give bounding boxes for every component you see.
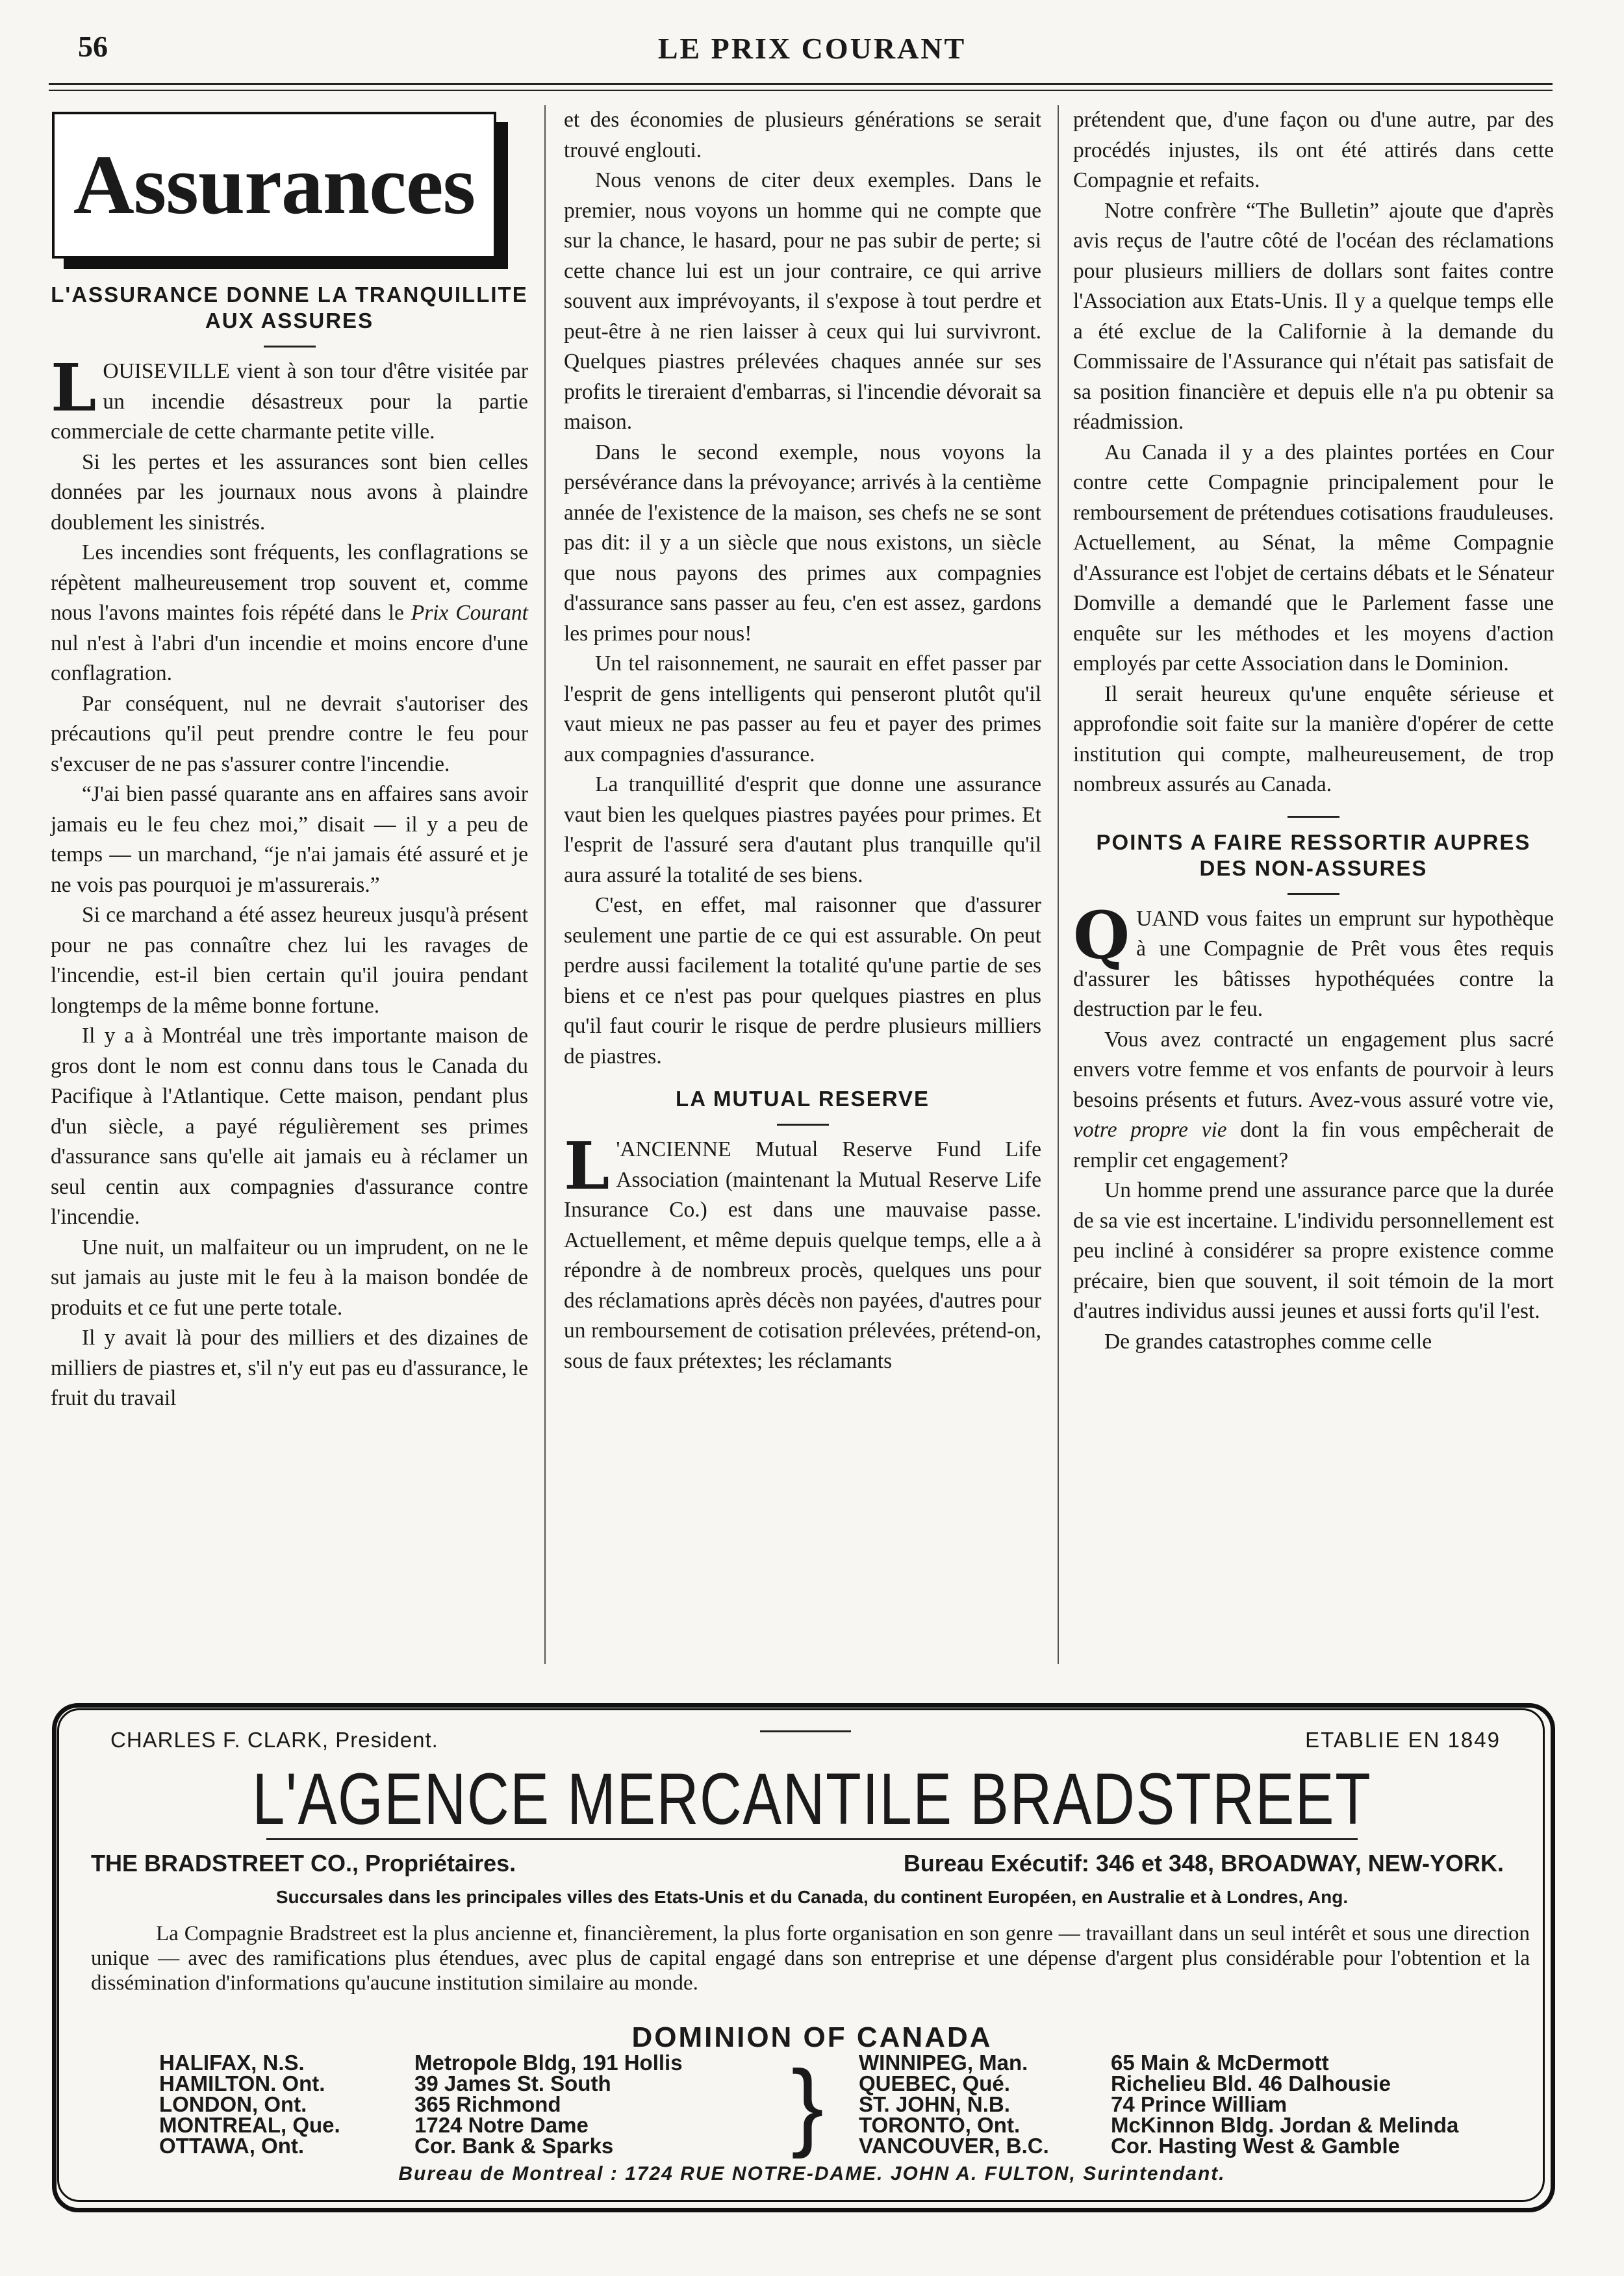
office-address: 65 Main & McDermott — [1111, 2051, 1329, 2075]
brace-divider: } — [791, 2050, 824, 2159]
column-divider — [1058, 105, 1059, 1664]
offices-left-addresses — [414, 2053, 683, 2156]
paragraph: Il y avait là pour des milliers et des dizaines de milliers de piastres et, s'il n'y eut pas eu d'assurance, le fruit du travail — [51, 1326, 528, 1410]
office-city: MONTREAL, Que. — [159, 2113, 340, 2137]
title-rule — [1288, 893, 1339, 895]
ad-title: L'AGENCE MERCANTILE BRADSTREET — [252, 1758, 1372, 1840]
paragraph: C'est, en effet, mal raisonner que d'assurer seulement une partie de ce qui est assurable. On peut perdre aussi facilement la totalité qu'une partie de ses biens et ce n'est pas pour quelques piastres en plus qu'il faut courir le risque de perdre plusieurs milliers de piastres. — [564, 893, 1041, 1068]
ad-proprietors: THE BRADSTREET CO., Propriétaires. — [91, 1850, 516, 1877]
paragraph: Si ce marchand a été assez heureux jusqu'à présent pour ne pas connaître chez lui les ravages de l'incendie, est-il bien certain qu'il jouira pendant longtemps de la même bonne fortune. — [51, 903, 528, 1018]
paragraph: “J'ai bien passé quarante ans en affaires sans avoir jamais eu le feu chez moi,” disait — il y a peu de temps — un marchand, “je n'ai jamais été assuré et je ne vois pas pourquoi je m'assurerais.” — [51, 782, 528, 897]
offices-right-cities — [859, 2053, 1049, 2156]
office-city: OTTAWA, Ont. — [159, 2134, 305, 2158]
drop-cap: Q — [1073, 896, 1130, 974]
office-city: HALIFAX, N.S. — [159, 2051, 305, 2075]
ad-title-rule — [266, 1838, 1358, 1840]
paragraph: Par conséquent, nul ne devrait s'autoriser des précautions qu'il peut prendre contre le feu pour s'excuser de ne pas s'assurer contre l'incendie. — [51, 691, 528, 776]
ad-office: Bureau Exécutif: 346 et 348, BROADWAY, NEW-YORK. — [903, 1850, 1504, 1877]
paragraph: L 'ANCIENNE Mutual Reserve Fund Life Association (maintenant la Mutual Reserve Life Insurance Co.) est dans une mauvaise passe. Actuellement, et même depuis quelque temps, elle a à répondre à de nombreux procès, quelques uns pour des réclamations après décès non payées, d'autres pour un remboursement de cotisation prélevées, prétend-on, sous de faux prétextes; les réclamants — [564, 1128, 1041, 1373]
paragraph: QUAND vous faites un emprunt sur hypothèque à une Compagnie de Prêt vous êtes requis d'assurer les bâtisses hypothéquées contre la destruction par le feu. — [1073, 896, 1554, 1021]
lead-word: OUISEVILLE — [103, 359, 230, 383]
paragraph: Vous avez contracté un engagement plus sacré envers votre femme et vos enfants de pourvoir à leurs besoins présents et futurs. Avez-vous assuré votre vie, votre propre vie dont la fin vous empêcherait de remplir cet engagement? — [1073, 1027, 1554, 1172]
publication-name: Prix Courant — [411, 601, 528, 625]
article-title: LA MUTUAL RESERVE — [676, 1087, 930, 1111]
paragraph: et des économies de plusieurs générations se serait trouvé englouti. — [564, 108, 1041, 162]
ad-branches: Succursales dans les principales villes des Etats-Unis et du Canada, du continent Européen, en Australie et à Londres, Ang. — [275, 1887, 1349, 1907]
office-address: 74 Prince William — [1111, 2092, 1288, 2116]
article-title: L'ASSURANCE DONNE LA TRANQUILLITE AUX ASSURES — [51, 283, 528, 333]
banner-title: Assurances — [73, 138, 476, 232]
paragraph: Nous venons de citer deux exemples. Dans le premier, nous voyons un homme qui ne compte que sur la chance, le hasard, pour ne pas subir de perte; si cette chance lui est un jour contraire, ce qui arrive souvent aux imprévoyants, il s'expose à tout perdre et peut-être à ne rien laisser à ceux qui lui survivront. Quelques piastres prélevées chaques année sur ses profits le tireraient d'embarras, si l'incendie dévorait sa maison. — [564, 168, 1041, 434]
lead-word: UAND — [1136, 906, 1199, 931]
paragraph: Si les pertes et les assurances sont bien celles données par les journaux nous avons à plaindre doublement les sinistrés. — [51, 449, 528, 535]
office-city: HAMILTON. Ont. — [159, 2071, 325, 2095]
office-city: LONDON, Ont. — [159, 2092, 307, 2116]
page-number: 56 — [78, 30, 108, 63]
drop-cap: L — [51, 349, 97, 426]
ad-footer: Bureau de Montreal : 1724 RUE NOTRE-DAME. JOHN A. FULTON, Surintendant. — [398, 2163, 1226, 2184]
paragraph: La tranquillité d'esprit que donne une assurance vaut bien les quelques piastres payées pour primes. Et l'esprit de l'assuré sera d'autant plus tranquille qu'il aura assuré la totalité de ses biens. — [564, 772, 1041, 887]
paragraph: Notre confrère “The Bulletin” ajoute que d'après avis reçus de l'autre côté de l'océan des réclamations pour plusieurs milliers de dollars sont faites contre l'Association aux Etats-Unis. Il y a quelque temps elle a été exclue de la Californie à la demande du Commissaire de l'Assurance qui n'était pas satisfait de sa position financière et depuis elle n'a pu obtenir sa réadmission. — [1073, 198, 1554, 434]
paragraph: De grandes catastrophes comme celle — [1104, 1329, 1432, 1354]
offices-right-addresses — [1111, 2053, 1458, 2156]
paragraph: Les incendies sont fréquents, les conflagrations se répètent malheureusement trop souvent et, comme nous l'avons maintes fois répété dans le Prix Courant nul n'est à l'abri d'un incendie et moins encore d'une conflagration. — [51, 540, 528, 685]
ornament-rule — [760, 1730, 851, 1732]
office-address: Cor. Bank & Sparks — [414, 2134, 614, 2158]
paragraph: Dans le second exemple, nous voyons la persévérance dans la prévoyance; arrivés à la centième année de l'existence de la maison, ses chefs ne se sont pas dit: il y a un siècle que nous existons, un siècle que nous payons des primes aux compagnies d'assurance sans passer au feu, c'en est assez, gardons les primes pour nous! — [564, 440, 1041, 646]
header-rule — [49, 83, 1553, 85]
section-rule — [1288, 816, 1339, 818]
ad-body: La Compagnie Bradstreet est la plus ancienne et, financièrement, la plus forte organisation en son genre — travaillant dans un seul intérêt et sous une direction unique — avec des ramifications plus étendues, avec plus de capital engagé dans son entreprise et une dépense d'argent plus considérable pour l'obtention et la dissémination d'informations qu'aucune institution similaire au monde. — [91, 1922, 1530, 1995]
column-1 — [51, 105, 528, 1414]
office-city: QUEBEC, Qué. — [859, 2071, 1010, 2095]
lead-word: 'ANCIENNE — [616, 1137, 731, 1161]
column-divider — [544, 105, 546, 1664]
offices-left-cities — [159, 2053, 340, 2156]
header-rule-thin — [49, 90, 1553, 91]
paragraph: Il serait heureux qu'une enquête sérieuse et approfondie soit faite sur la manière d'opérer de cette institution qui compte, malheureusement, de trop nombreux assurés au Canada. — [1073, 681, 1554, 796]
office-city: TORONTO, Ont. — [859, 2113, 1021, 2137]
paragraph: LOUISEVILLE vient à son tour d'être visitée par un incendie désastreux pour la partie commerciale de cette charmante petite ville. — [51, 349, 528, 444]
office-address: Cor. Hasting West & Gamble — [1111, 2134, 1400, 2158]
ad-established: ETABLIE EN 1849 — [1305, 1728, 1501, 1752]
ad-dominion-heading: DOMINION OF CANADA — [631, 2021, 993, 2053]
office-city: WINNIPEG, Man. — [859, 2051, 1028, 2075]
paragraph: Un tel raisonnement, ne saurait en effet passer par l'esprit de gens intelligents qui penseront plutôt qu'il vaut mieux ne pas passer au feu et payer des primes aux compagnies d'assurance. — [564, 651, 1041, 766]
paragraph: Une nuit, un malfaiteur ou un imprudent, on ne le sut jamais au juste mit le feu à la maison bondée de produits et ce fut une perte totale. — [51, 1235, 528, 1320]
office-address: 39 James St. South — [414, 2071, 611, 2095]
office-address: McKinnon Bldg. Jordan & Melinda — [1111, 2113, 1459, 2137]
paragraph: Il y a à Montréal une très importante maison de gros dont le nom est connu dans tous le Canada du Pacifique à l'Atlantique. Cette maison, pendant plus d'un siècle, a payé régulièrement ses primes d'assurance sans qu'elle ait jamais eu à réclamer un seul centin aux compagnies d'assurance contre l'incendie. — [51, 1024, 528, 1229]
article-title: POINTS A FAIRE RESSORTIR AUPRES DES NON-ASSURES — [1096, 829, 1531, 880]
office-address: Richelieu Bld. 46 Dalhousie — [1111, 2071, 1391, 2095]
office-city: VANCOUVER, B.C. — [859, 2134, 1049, 2158]
paragraph: Au Canada il y a des plaintes portées en Cour contre cette Compagnie principalement pour le remboursement de prétendues cotisations frauduleuses. Actuellement, au Sénat, la même Compagnie d'Assurance est l'objet de certains débats et le Sénateur Domville a demandé que le Parlement fasse une enquête sur les méthodes et les moyens d'action employés par cette Association dans le Dominion. — [1073, 440, 1554, 676]
title-rule — [777, 1124, 829, 1126]
ad-president: CHARLES F. CLARK, President. — [110, 1728, 438, 1752]
paragraph: Un homme prend une assurance parce que la durée de sa vie est incertaine. L'individu personnellement est peu incliné à considérer sa propre existence comme précaire, bien que souvent, il soit témoin de la mort d'autres individus aussi jeunes et aussi forts qu'il l'est. — [1073, 1178, 1554, 1323]
emphasis: votre propre vie — [1073, 1118, 1227, 1142]
section-banner — [52, 112, 496, 259]
running-title: LE PRIX COURANT — [657, 32, 967, 65]
office-address: 365 Richmond — [414, 2092, 561, 2116]
office-address: 1724 Notre Dame — [414, 2113, 589, 2137]
office-city: ST. JOHN, N.B. — [859, 2092, 1010, 2116]
title-rule — [264, 346, 316, 348]
column-2 — [564, 105, 1041, 1376]
office-address: Metropole Bldg, 191 Hollis — [414, 2051, 683, 2075]
column-3 — [1073, 105, 1554, 1357]
drop-cap: L — [564, 1128, 610, 1204]
paragraph: prétendent que, d'une façon ou d'une autre, par des procédés injustes, ils ont été attirés dans cette Compagnie et refaits. — [1073, 108, 1554, 192]
